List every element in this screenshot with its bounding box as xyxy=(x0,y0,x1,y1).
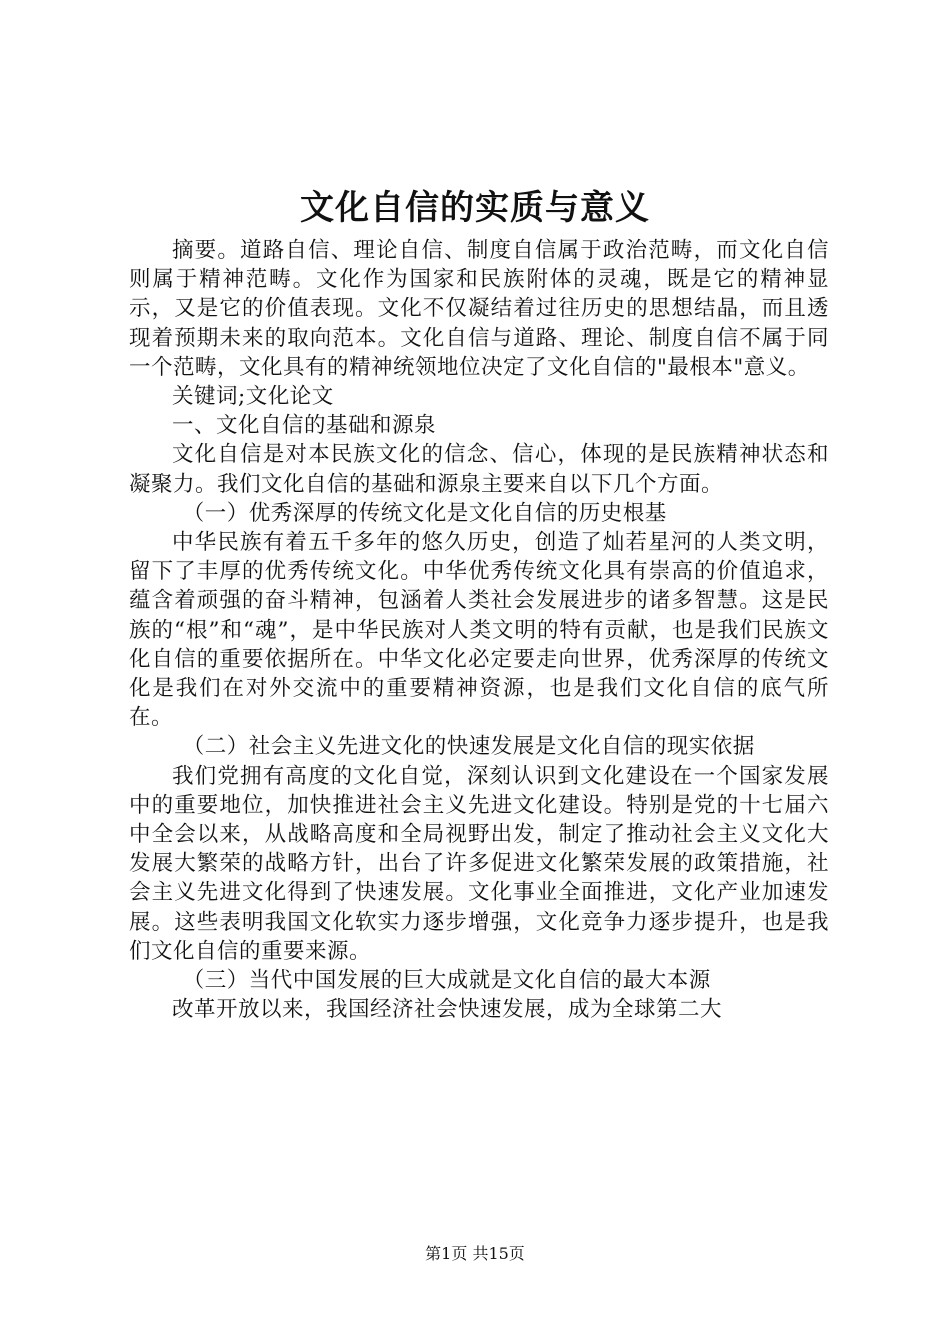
keywords-paragraph: 关键词;文化论文 xyxy=(172,384,334,410)
subsection-heading-2: （二）社会主义先进文化的快速发展是文化自信的现实依据 xyxy=(182,734,755,760)
subsection-heading-1: （一）优秀深厚的传统文化是文化自信的历史根基 xyxy=(182,500,667,526)
body-paragraph: 文化自信是对本民族文化的信念、信心，体现的是民族精神状态和凝聚力。我们文化自信的基础和源泉主要来自以下几个方面。 xyxy=(129,442,829,497)
document-body xyxy=(129,236,829,1024)
abstract-paragraph: 摘要。道路自信、理论自信、制度自信属于政治范畴，而文化自信则属于精神范畴。文化作为国家和民族附体的灵魂，既是它的精神显示，又是它的价值表现。文化不仅凝结着过往历史的思想结晶，而且透现着预期未来的取向范本。文化自信与道路、理论、制度自信不属于同一个范畴，文化具有的精神统领地位决定了文化自信的"最根本"意义。 xyxy=(129,238,829,380)
section-heading-1: 一、文化自信的基础和源泉 xyxy=(172,413,437,439)
body-paragraph: 改革开放以来，我国经济社会快速发展，成为全球第二大 xyxy=(172,997,723,1023)
subsection-heading-3: （三）当代中国发展的巨大成就是文化自信的最大本源 xyxy=(182,968,711,994)
page-number-footer: 第1页 共15页 xyxy=(425,1244,525,1263)
body-paragraph: 中华民族有着五千多年的悠久历史，创造了灿若星河的人类文明，留下了丰厚的优秀传统文化。中华优秀传统文化具有崇高的价值追求，蕴含着顽强的奋斗精神，包涵着人类社会发展进步的诸多智慧。这是民族的“根”和“魂”，是中华民族对人类文明的特有贡献，也是我们民族文化自信的重要依据所在。中华文化必定要走向世界，优秀深厚的传统文化是我们在对外交流中的重要精神资源，也是我们文化自信的底气所在。 xyxy=(129,530,829,731)
body-paragraph: 我们党拥有高度的文化自觉，深刻认识到文化建设在一个国家发展中的重要地位，加快推进社会主义先进文化建设。特别是党的十七届六中全会以来，从战略高度和全局视野出发，制定了推动社会主义文化大发展大繁荣的战略方针，出台了许多促进文化繁荣发展的政策措施，社会主义先进文化得到了快速发展。文化事业全面推进，文化产业加速发展。这些表明我国文化软实力逐步增强，文化竞争力逐步提升，也是我们文化自信的重要来源。 xyxy=(129,763,829,964)
document-title: 文化自信的实质与意义 xyxy=(300,188,650,228)
